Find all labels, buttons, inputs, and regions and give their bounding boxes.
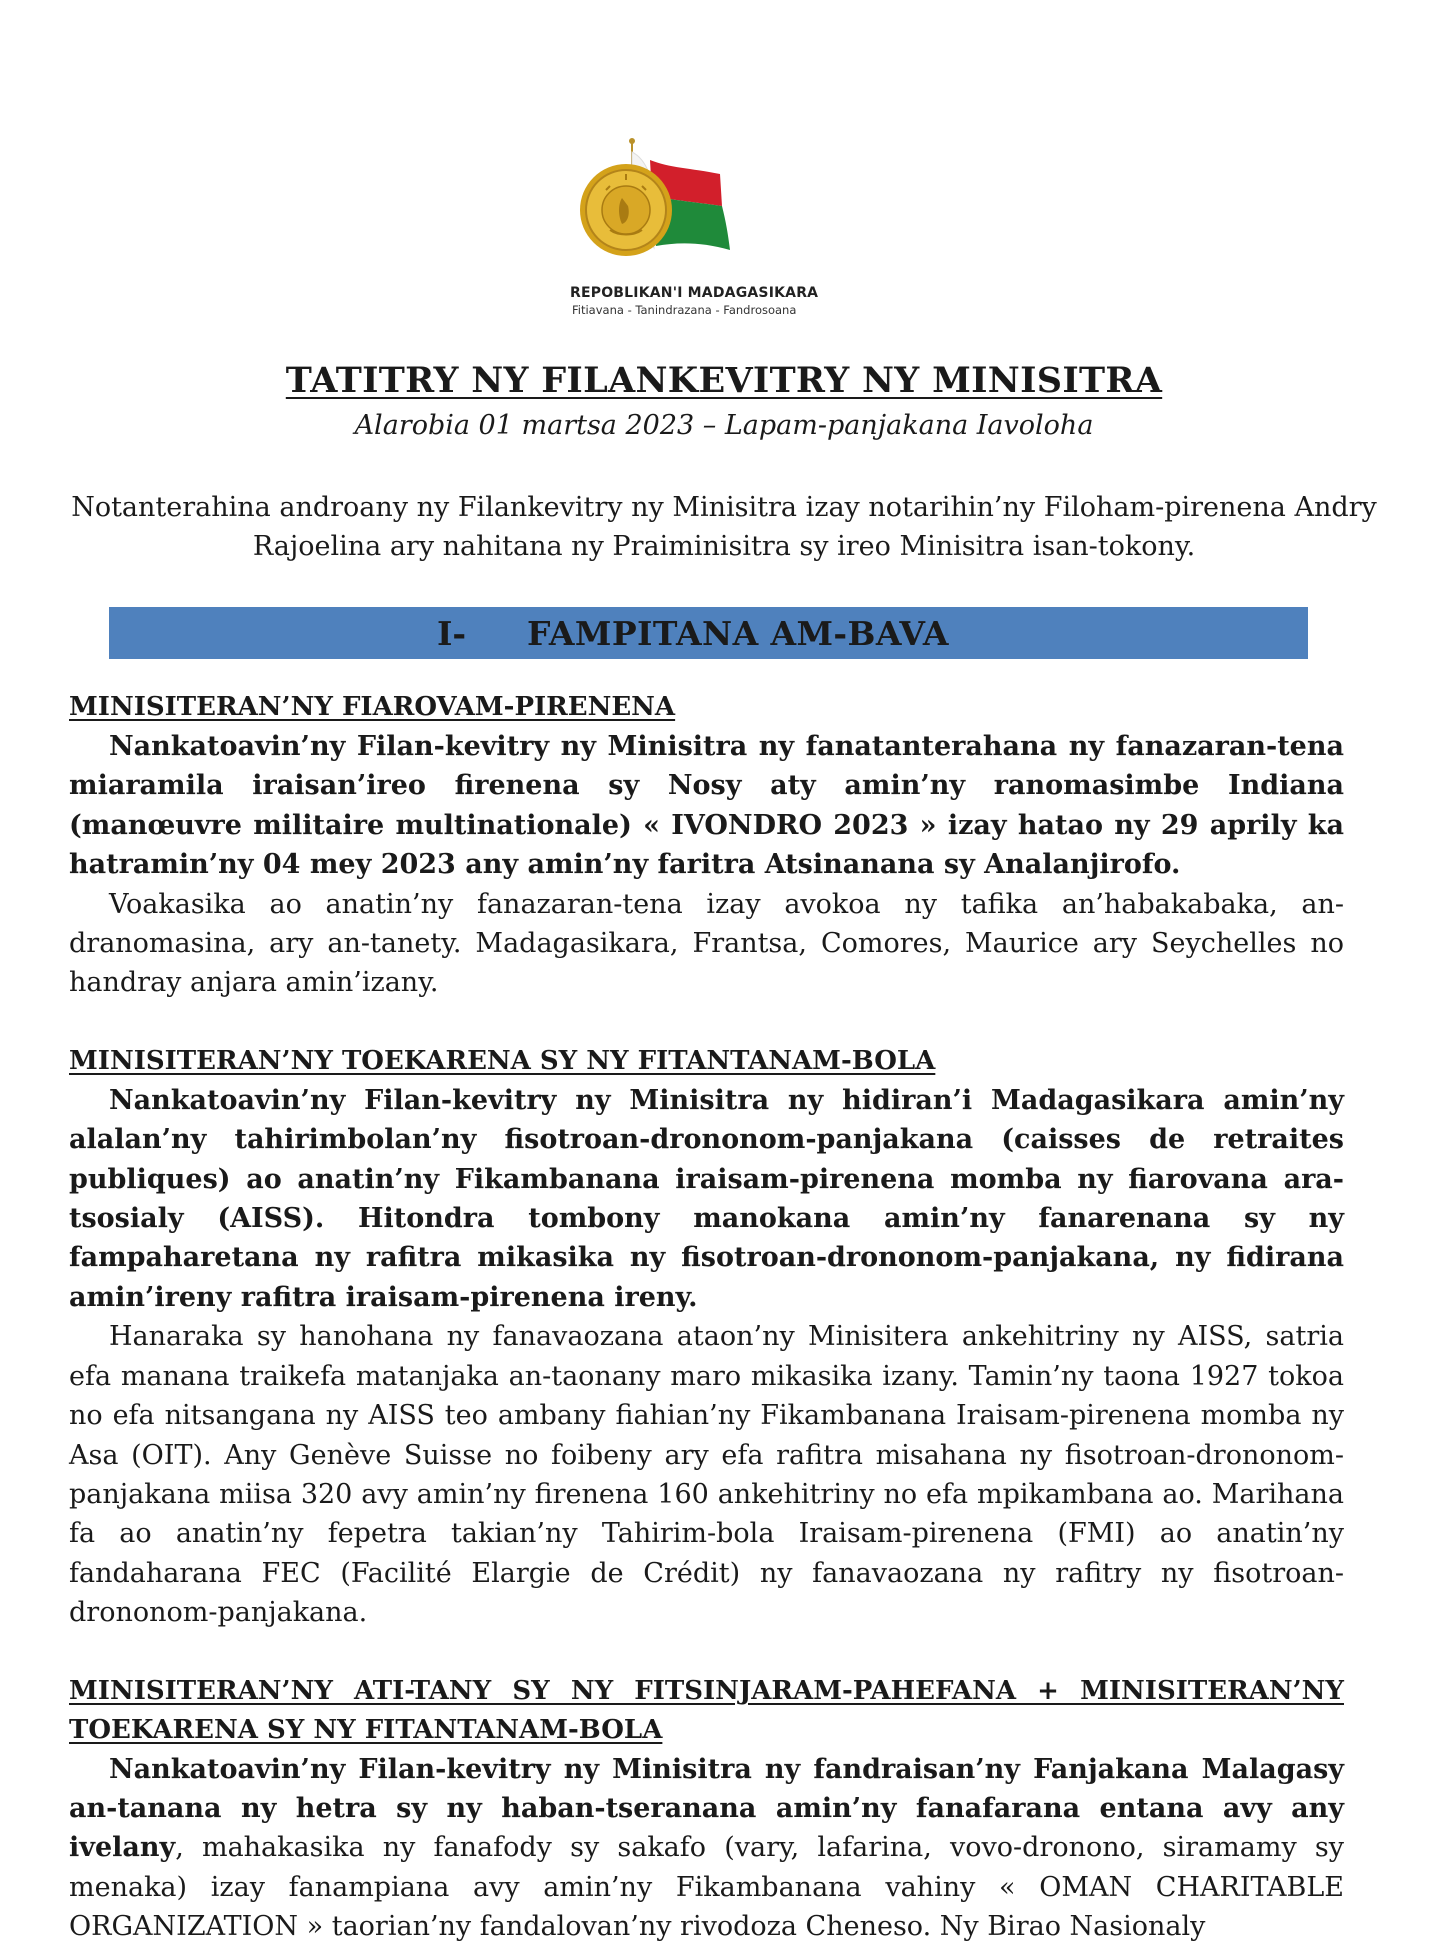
republic-name: REPOBLIKAN'I MADAGASIKARA <box>570 285 819 301</box>
ministry-details: Voakasika ao anatin’ny fanazaran-tena izay avokoa ny tafika an’habakabaka, an-dranomasina, ary an-tanety. Madagasikara, Frantsa, Comores, Maurice ary Seychelles no handray anjara amin’izany. <box>69 888 1344 999</box>
report-date-location: Alarobia 01 martsa 2023 – Lapam-panjakana Iavoloha <box>354 410 1094 441</box>
ministry-heading: MINISITERAN’NY ATI-TANY SY NY FITSINJARAM-PAHEFANA + MINISITERAN’NY TOEKARENA SY NY FITANTANAM-BOLA <box>69 1675 1344 1745</box>
ministry-block-economy <box>69 1042 1344 1633</box>
ministry-decision: Nankatoavin’ny Filan-kevitry ny Minisitra ny hidiran’i Madagasikara amin’ny alalan’ny tahirimbolan’ny fisotroan-drononom-panjakana (caisses de retraites publiques) ao anatin’ny Fikambanana iraisam-pirenena momba ny fiarovana ara-tsosialy (AISS). Hitondra tombony manokana amin’ny fanarenana sy ny fampaharetana ny rafitra mikasika ny fisotroan-drononom-panjakana, ny fidirana amin’ireny rafitra iraisam-pirenena ireny. <box>69 1084 1344 1313</box>
ministry-block-defense <box>69 688 1344 1003</box>
madagascar-seal-flag-icon <box>570 138 770 283</box>
ministry-decision-rest: , mahakasika ny fanafody sy sakafo (vary, lafarina, vovo-dronono, siramamy sy menaka) izay fanampiana avy amin’ny Fikambanana vahiny « OMAN CHARITABLE ORGANIZATION » taorian’ny fandalovan’ny rivodoza Cheneso. Ny Birao Nasionaly <box>69 1832 1344 1943</box>
republic-motto: Fitiavana - Tanindrazana - Fandrosoana <box>572 303 797 317</box>
section-banner <box>109 607 1308 659</box>
spacer <box>69 1633 1344 1672</box>
ministry-details: Hanaraka sy hanohana ny fanavaozana ataon’ny Minisitera ankehitriny ny AISS, satria efa manana traikefa matanjaka an-taonany maro mikasika izany. Tamin’ny taona 1927 tokoa no efa nitsangana ny AISS teo ambany fiahian’ny Fikambanana Iraisam-pirenena momba ny Asa (OIT). Any Genève Suisse no foibeny ary efa rafitra misahana ny fisotroan-drononom-panjakana miisa 320 avy amin’ny firenena 160 ankehitriny no efa mpikambana ao. Marihana fa ao anatin’ny fepetra takian’ny Tahirim-bola Iraisam-pirenena (FMI) ao anatin’ny fandaharana FEC (Facilité Elargie de Crédit) ny fanavaozana ny rafitry ny fisotroan-drononom-panjakana. <box>69 1321 1344 1629</box>
spacer <box>69 1003 1344 1042</box>
ministry-decision <box>69 1750 1344 1947</box>
intro-paragraph: Notanterahina androany ny Filankevitry ny Minisitra izay notarihin’ny Filoham-pirenena Andry Rajoelina ary nahitana ny Praiminisitra sy ireo Minisitra isan-tokony. <box>71 492 1377 562</box>
report-title-text: TATITRY NY FILANKEVITRY NY MINISITRA <box>285 360 1163 401</box>
republic-emblem <box>570 138 880 318</box>
ministry-heading: MINISITERAN’NY FIAROVAM-PIRENENA <box>69 692 676 722</box>
ministry-heading: MINISITERAN’NY TOEKARENA SY NY FITANTANAM-BOLA <box>69 1045 936 1076</box>
report-title <box>0 360 1448 401</box>
ministry-decision-lead: Nankatoavin’ny Filan-kevitry ny Minisitra ny fandraisan’ny Fanjakana Malagasy an-tanana ny hetra sy ny haban-tseranana amin’ny fanafarana entana avy any ivelany <box>69 1753 1344 1864</box>
section-number: I- <box>437 613 467 653</box>
ministry-block-interior-economy <box>69 1672 1344 1947</box>
section-title: FAMPITANA AM-BAVA <box>527 613 949 653</box>
section-content <box>69 688 1344 1947</box>
ministry-decision: Nankatoavin’ny Filan-kevitry ny Minisitra ny fanatanterahana ny fanazaran-tena miaramila iraisan’ireo firenena sy Nosy aty amin’ny ranomasimbe Indiana (manœuvre militaire multinationale) « IVONDRO 2023 » izay hatao ny 29 aprily ka hatramin’ny 04 mey 2023 any amin’ny faritra Atsinanana sy Analanjirofo. <box>69 731 1344 881</box>
